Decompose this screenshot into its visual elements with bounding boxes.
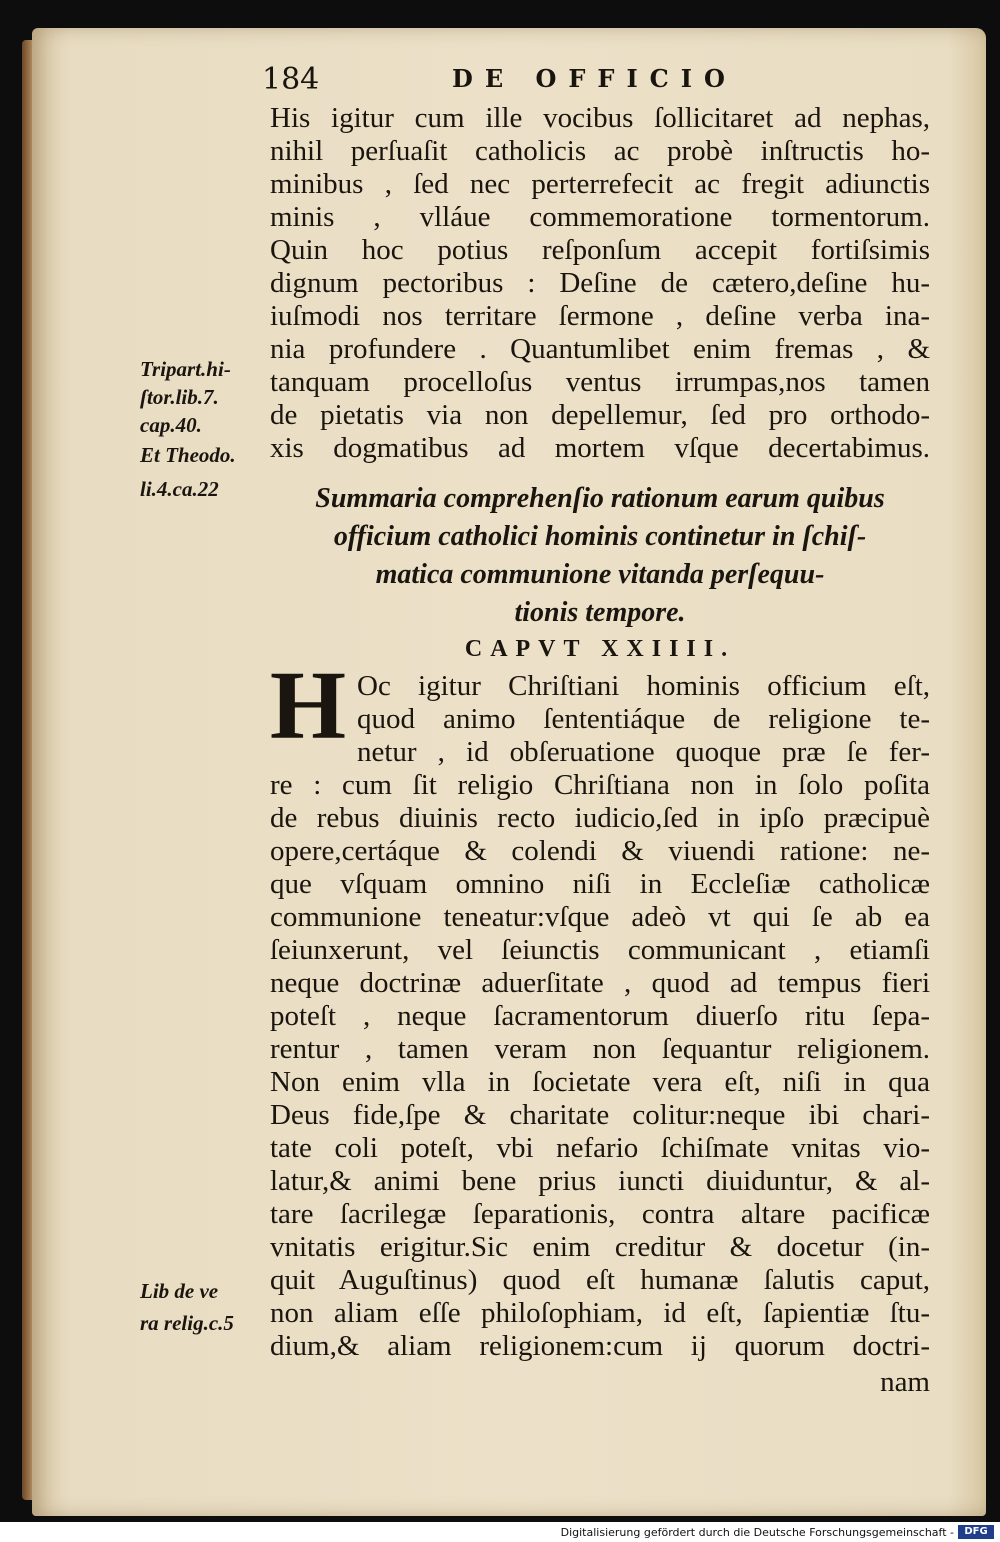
chapter-heading: CAPVT XXIIII. bbox=[464, 636, 736, 662]
text-line: de rebus diuinis recto iudicio,ſed in ipſo præcipuè bbox=[270, 802, 930, 834]
marginal-line: li.4.ca.22 bbox=[140, 477, 219, 501]
catchword: nam bbox=[880, 1366, 930, 1398]
marginal-line: ſtor.lib.7. bbox=[140, 385, 219, 409]
text-line: Oc igitur Chriſtiani hominis officium eſt, bbox=[357, 670, 930, 702]
summary-line: Summaria comprehenſio rationum earum quibus bbox=[315, 483, 885, 514]
text-line: minibus , ſed nec perterrefecit ac fregit adiunctis bbox=[270, 168, 930, 200]
page-number: 184 bbox=[262, 62, 320, 97]
text-line: tanquam procelloſus ventus irrumpas,nos tamen bbox=[270, 366, 930, 398]
text-line: latur,& animi bene prius iuncti diuiduntur, & al- bbox=[270, 1165, 930, 1197]
text-line: opere,certáque & colendi & viuendi ratione: ne- bbox=[270, 835, 930, 867]
text-line: que vſquam omnino niſi in Eccleſiæ catholicæ bbox=[270, 868, 930, 900]
text-line: dignum pectoribus : Deſine de cætero,deſine hu- bbox=[270, 267, 930, 299]
text-line: non aliam eſſe philoſophiam, id eſt, ſapientiæ ſtu- bbox=[270, 1297, 930, 1329]
text-line: re : cum ſit religio Chriſtiana non in ſolo poſita bbox=[270, 769, 930, 801]
text-line: quod animo ſententiáque de religione te- bbox=[357, 703, 930, 735]
text-line: neque doctrinæ aduerſitate , quod ad tempus fieri bbox=[270, 967, 930, 999]
dfg-logo-icon: DFG bbox=[958, 1525, 994, 1539]
text-line: netur , id obſeruatione quoque præ ſe fer- bbox=[357, 736, 930, 768]
text-line: poteſt , neque ſacramentorum diuerſo ritu ſepa- bbox=[270, 1000, 930, 1032]
marginal-line: ra relig.c.5 bbox=[140, 1311, 234, 1335]
drop-cap: H bbox=[269, 652, 347, 760]
text-line: Deus fide,ſpe & charitate colitur:neque ibi chari- bbox=[270, 1099, 930, 1131]
summary-line: tionis tempore. bbox=[514, 597, 686, 628]
marginal-line: Tripart.hi- bbox=[140, 357, 231, 381]
running-head bbox=[262, 62, 942, 102]
text-line: rentur , tamen veram non ſequantur religionem. bbox=[270, 1033, 930, 1065]
marginal-line: Lib de ve bbox=[140, 1279, 219, 1303]
text-line: de pietatis via non depellemur, ſed pro orthodo- bbox=[270, 399, 930, 431]
summary-line: matica communione vitanda perſequu- bbox=[375, 559, 825, 590]
footer-credit: Digitalisierung gefördert durch die Deutsche Forschungsgemeinschaft - bbox=[560, 1526, 954, 1539]
text-line: nihil perſuaſit catholicis ac probè inſtructis ho- bbox=[270, 135, 930, 167]
running-title: DE OFFICIO bbox=[452, 64, 737, 93]
text-line: iuſmodi nos territare ſermone , deſine verba ina- bbox=[270, 300, 930, 332]
text-line: ſeiunxerunt, vel ſeiunctis communicant , etiamſi bbox=[270, 934, 930, 966]
text-line: communione teneatur:vſque adeò vt qui ſe ab ea bbox=[270, 901, 930, 933]
text-line: tate coli poteſt, vbi nefario ſchiſmate vnitas vio- bbox=[270, 1132, 930, 1164]
text-line: Non enim vlla in ſocietate vera eſt, niſi in qua bbox=[270, 1066, 930, 1098]
text-line: tare ſacrilegæ ſeparationis, contra altare pacificæ bbox=[270, 1198, 930, 1230]
marginal-line: cap.40. bbox=[140, 413, 202, 437]
text-line: quit Auguſtinus) quod eſt humanæ ſalutis caput, bbox=[270, 1264, 930, 1296]
text-line: nia profundere . Quantumlibet enim fremas , & bbox=[270, 333, 930, 365]
text-line: Quin hoc potius reſponſum accepit fortiſsimis bbox=[270, 234, 930, 266]
text-line: His igitur cum ille vocibus ſollicitaret ad nephas, bbox=[270, 102, 930, 134]
text-line: minis , vlláue commemoratione tormentorum. bbox=[270, 201, 930, 233]
text-line: dium,& aliam religionem:cum ij quorum doctri- bbox=[270, 1330, 930, 1362]
summary-line: officium catholici hominis continetur in ſchiſ- bbox=[333, 521, 867, 552]
text-line: xis dogmatibus ad mortem vſque decertabimus. bbox=[270, 432, 930, 464]
text-line: vnitatis erigitur.Sic enim creditur & docetur (in- bbox=[270, 1231, 930, 1263]
marginal-line: Et Theodo. bbox=[140, 443, 236, 467]
